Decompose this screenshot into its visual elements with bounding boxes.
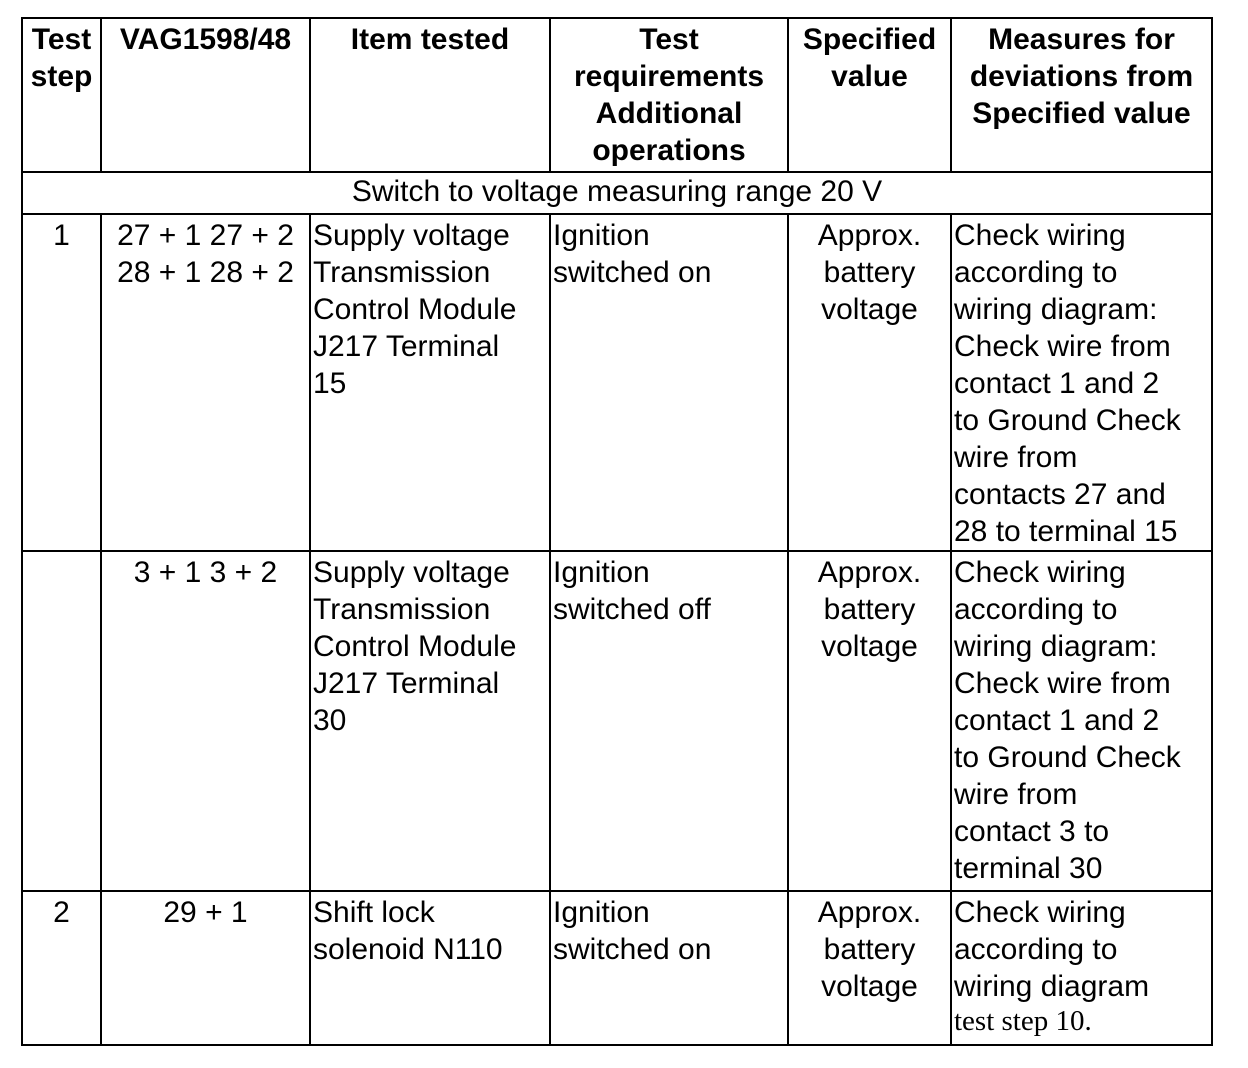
header-measures: Measures for deviations from Specified value — [951, 18, 1212, 172]
table-row — [22, 551, 1212, 891]
voltage-range-banner: Switch to voltage measuring range 20 V — [22, 172, 1212, 214]
header-test-requirements: Test requirements Additional operations — [550, 18, 788, 172]
header-specified-value: Specified value — [788, 18, 951, 172]
measures-tail: test step 10. — [954, 1005, 1092, 1037]
cell-item: Supply voltage Transmission Control Module J217 Terminal 30 — [310, 551, 550, 891]
cell-vag: 3 + 1 3 + 2 — [101, 551, 310, 891]
table-row — [22, 891, 1212, 1045]
cell-measures: Check wiring according to wiring diagram: Check wire from contact 1 and 2 to Ground Check wire from contact 3 to terminal 30 — [951, 551, 1212, 891]
header-test-step: Test step — [22, 18, 101, 172]
cell-item: Supply voltage Transmission Control Module J217 Terminal 15 — [310, 214, 550, 551]
cell-specified-value: Approx. battery voltage — [788, 214, 951, 551]
cell-measures: Check wiring according to wiring diagram test step 10. — [951, 891, 1212, 1045]
cell-requirements: Ignition switched on — [550, 214, 788, 551]
cell-vag: 27 + 1 27 + 2 28 + 1 28 + 2 — [101, 214, 310, 551]
header-row — [22, 18, 1212, 172]
cell-vag: 29 + 1 — [101, 891, 310, 1045]
cell-requirements: Ignition switched off — [550, 551, 788, 891]
cell-measures: Check wiring according to wiring diagram: Check wire from contact 1 and 2 to Ground Check wire from contacts 27 and 28 to terminal 15 — [951, 214, 1212, 551]
cell-requirements: Ignition switched on — [550, 891, 788, 1045]
cell-step — [22, 551, 101, 891]
cell-specified-value: Approx. battery voltage — [788, 891, 951, 1045]
header-vag: VAG1598/48 — [101, 18, 310, 172]
cell-specified-value: Approx. battery voltage — [788, 551, 951, 891]
banner-row — [22, 172, 1212, 214]
cell-step: 1 — [22, 214, 101, 551]
table-row — [22, 214, 1212, 551]
cell-item: Shift lock solenoid N110 — [310, 891, 550, 1045]
cell-step: 2 — [22, 891, 101, 1045]
header-item-tested: Item tested — [310, 18, 550, 172]
test-table — [21, 17, 1213, 1046]
